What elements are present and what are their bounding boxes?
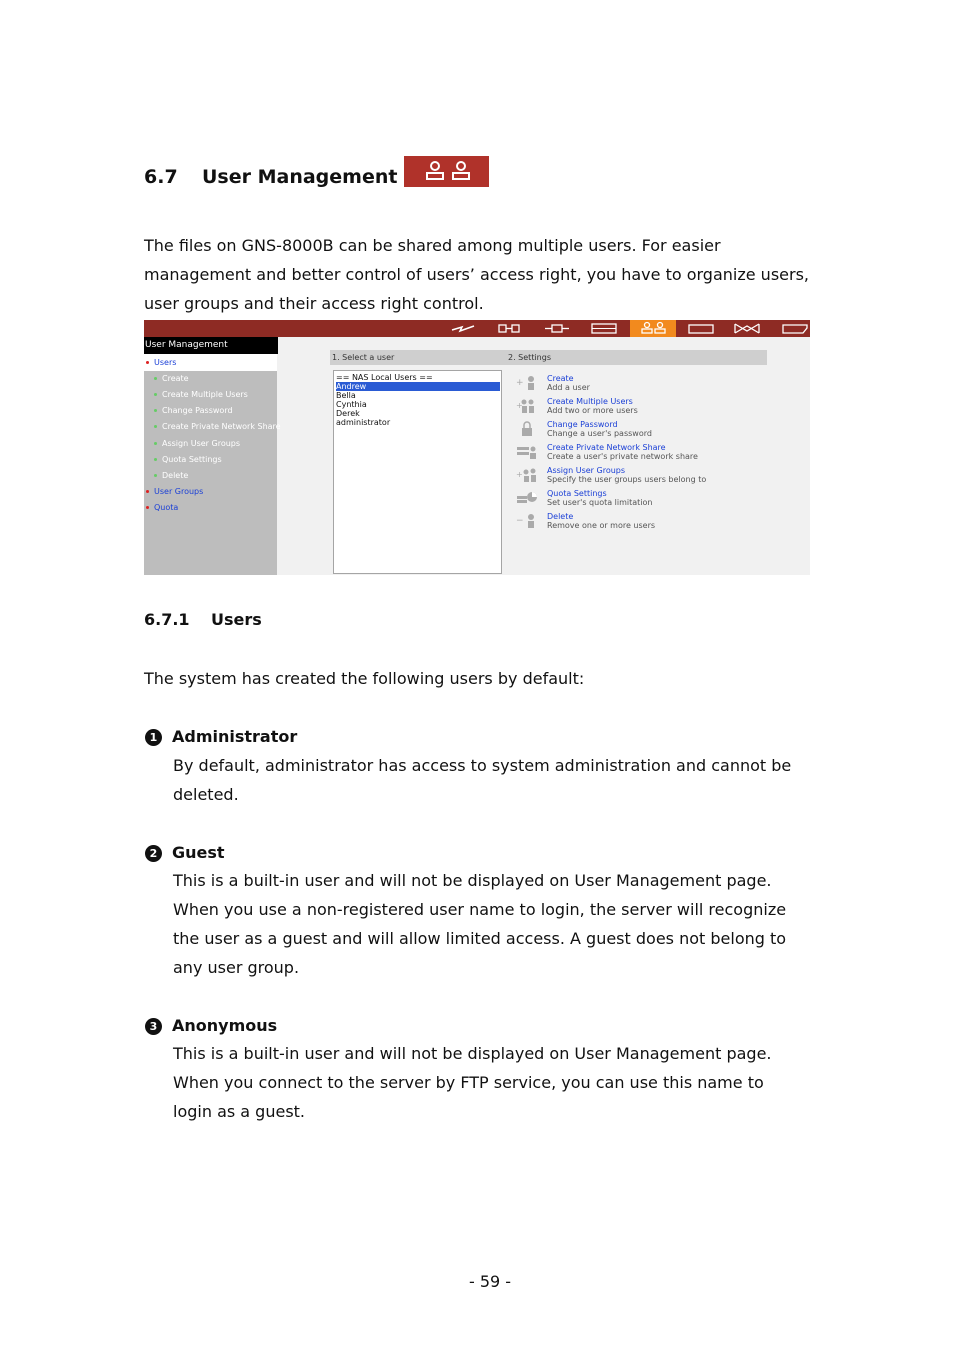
svg-text:+: + [516, 470, 523, 479]
step-settings: 2. Settings [508, 353, 551, 362]
action-private-share-desc: Create a user's private network share [547, 452, 698, 461]
top-toolbar [144, 320, 810, 337]
description-line: This is a built-in user and will not be displayed on User Management page. [173, 1044, 772, 1063]
section-heading [144, 166, 397, 188]
user-groups-icon[interactable] [516, 467, 538, 483]
remove-user-icon[interactable] [516, 513, 538, 529]
sidebar-title: User Management [144, 337, 278, 354]
action-assign-groups-link[interactable]: Assign User Groups [547, 466, 626, 475]
svg-text:+: + [516, 401, 523, 410]
sidebar-item-delete[interactable] [154, 471, 188, 480]
description-line: the user as a guest and will allow limited access. A guest does not belong to [173, 929, 787, 948]
subsection-heading [144, 610, 262, 629]
bullet-dot [154, 393, 157, 396]
user-management-icon [404, 156, 489, 187]
intro-line: The files on GNS-8000B can be shared among multiple users. For easier [144, 236, 721, 255]
description-line: deleted. [173, 785, 239, 804]
action-create-desc: Add a user [547, 383, 590, 392]
numbered-bullet-2: 2 [145, 845, 162, 862]
numbered-bullet-3: 3 [145, 1018, 162, 1035]
intro-line: management and better control of users’ access right, you have to organize users, [144, 265, 809, 284]
step-select-user: 1. Select a user [332, 353, 395, 362]
folder-icon[interactable] [688, 322, 714, 335]
list-item[interactable]: administrator [336, 418, 391, 427]
description-line: login as a guest. [173, 1102, 306, 1121]
list-item[interactable]: Bella [336, 391, 356, 400]
action-change-password-desc: Change a user's password [547, 429, 652, 438]
description-line: By default, administrator has access to system administration and cannot be [173, 756, 792, 775]
user-name: Administrator [172, 727, 298, 746]
action-quota-settings-desc: Set user's quota limitation [547, 498, 653, 507]
sidebar-item-users[interactable] [146, 358, 176, 367]
description-line: any user group. [173, 958, 300, 977]
user-management-screenshot [144, 320, 810, 575]
disk-icon[interactable] [591, 322, 617, 335]
sidebar-item-label: Change Password [162, 406, 233, 415]
sidebar-item-private-network-share[interactable] [154, 422, 281, 431]
page-number: - 59 - [468, 1272, 512, 1291]
mail-icon[interactable] [734, 322, 760, 335]
sidebar-item-change-password[interactable] [154, 406, 233, 415]
network-icon[interactable] [450, 322, 476, 335]
action-create-multiple-link[interactable]: Create Multiple Users [547, 397, 633, 406]
tab-user-management[interactable] [630, 320, 676, 337]
bullet-dot [146, 490, 149, 493]
bullet-dot [154, 458, 157, 461]
system-icon[interactable] [782, 322, 808, 335]
subsection-number: 6.7.1 [144, 610, 190, 629]
bullet-dot [154, 425, 157, 428]
list-header: == NAS Local Users == [336, 373, 433, 382]
default-user-guest [145, 843, 225, 862]
sidebar-item-label: Quota [154, 503, 179, 512]
bullet-dot [154, 377, 157, 380]
default-user-administrator [145, 727, 297, 746]
user-name: Guest [172, 843, 225, 862]
sidebar [144, 337, 281, 575]
list-item[interactable]: Cynthia [336, 400, 367, 409]
storage-icon[interactable] [496, 322, 522, 335]
subsection-title: Users [211, 610, 262, 629]
network-share-icon[interactable] [516, 444, 538, 460]
add-user-icon[interactable] [516, 375, 538, 391]
action-delete-desc: Remove one or more users [547, 521, 656, 530]
user-list[interactable] [333, 370, 502, 574]
users-intro: The system has created the following users by default: [144, 669, 585, 688]
administrator-description [173, 751, 791, 809]
quota-pie-icon[interactable] [516, 490, 538, 506]
description-line: When you use a non-registered user name to login, the server will recognize [173, 900, 787, 919]
bullet-dot [146, 361, 149, 364]
bullet-dot [154, 474, 157, 477]
sidebar-item-user-groups[interactable] [146, 487, 203, 496]
action-quota-settings-link[interactable]: Quota Settings [547, 489, 607, 498]
svg-text:−: − [516, 516, 524, 526]
action-private-share-link[interactable]: Create Private Network Share [547, 443, 666, 452]
sidebar-item-label: User Groups [154, 487, 204, 496]
sidebar-item-label: Create [162, 374, 189, 383]
sidebar-item-quota-settings[interactable] [154, 455, 222, 464]
bullet-dot [146, 506, 149, 509]
sidebar-item-label: Quota Settings [162, 455, 222, 464]
default-user-anonymous [145, 1016, 277, 1035]
connection-icon[interactable] [544, 322, 570, 335]
bullet-dot [154, 442, 157, 445]
description-line: This is a built-in user and will not be displayed on User Management page. [173, 871, 772, 890]
anonymous-description [173, 1039, 772, 1126]
lock-icon[interactable] [516, 421, 538, 437]
sidebar-item-label: Users [154, 358, 177, 367]
intro-line: user groups and their access right control. [144, 294, 484, 313]
section-number: 6.7 [144, 166, 178, 188]
bullet-dot [154, 409, 157, 412]
step-header [330, 350, 767, 365]
user-name: Anonymous [172, 1016, 278, 1035]
sidebar-item-quota[interactable] [146, 503, 178, 512]
action-change-password-link[interactable]: Change Password [547, 420, 618, 429]
sidebar-item-label: Assign User Groups [162, 439, 241, 448]
list-item[interactable]: Derek [336, 409, 360, 418]
intro-paragraph [144, 231, 809, 318]
sidebar-item-create[interactable] [154, 374, 189, 383]
action-create-multiple-desc: Add two or more users [547, 406, 638, 415]
action-delete-link[interactable]: Delete [547, 512, 574, 521]
add-multiple-users-icon[interactable] [516, 398, 538, 414]
action-create-link[interactable]: Create [547, 374, 574, 383]
sidebar-item-create-multiple-users[interactable] [154, 390, 248, 399]
action-assign-groups-desc: Specify the user groups users belong to [547, 475, 707, 484]
list-item[interactable]: Andrew [336, 382, 500, 391]
sidebar-item-label: Create Multiple Users [162, 390, 248, 399]
numbered-bullet-1: 1 [145, 729, 162, 746]
sidebar-item-label: Delete [162, 471, 189, 480]
guest-description [173, 866, 786, 982]
description-line: When you connect to the server by FTP service, you can use this name to [173, 1073, 764, 1092]
sidebar-item-assign-user-groups[interactable] [154, 439, 240, 448]
svg-text:+: + [516, 378, 524, 388]
sidebar-item-label: Create Private Network Share [162, 422, 281, 431]
section-title: User Management [202, 166, 398, 188]
